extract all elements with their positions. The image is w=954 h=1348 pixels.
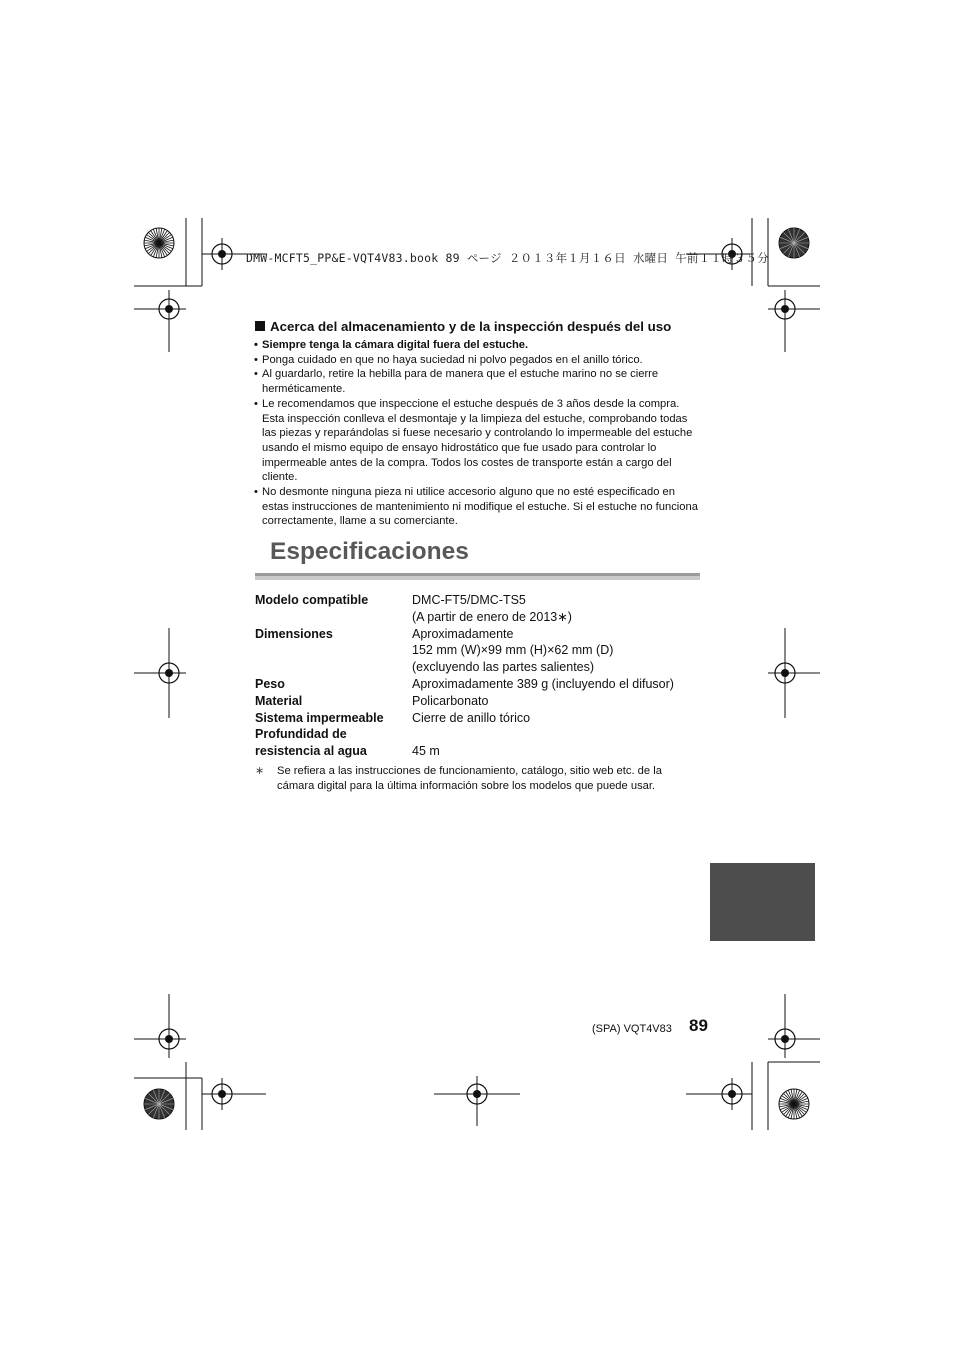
spec-value	[412, 693, 705, 710]
spec-label: resistencia al agua	[255, 744, 367, 759]
spec-value-line: 45 m	[412, 744, 440, 759]
bullet-icon: •	[254, 368, 258, 381]
spec-row	[255, 710, 705, 727]
spec-row	[255, 743, 705, 760]
bullet-icon: •	[254, 397, 258, 410]
spec-value-line: DMC-FT5/DMC-TS5	[412, 593, 526, 607]
spec-value	[412, 710, 705, 727]
spec-table	[255, 592, 705, 760]
spec-label: Dimensiones	[255, 626, 333, 641]
bullet-icon: •	[254, 353, 258, 366]
storage-heading-text: Acerca del almacenamiento y de la inspección después del uso	[270, 319, 672, 334]
spec-value-line: 152 mm (W)×99 mm (H)×62 mm (D)	[412, 643, 614, 658]
spec-value	[412, 743, 705, 760]
list-item	[254, 397, 700, 485]
spec-value	[412, 676, 705, 693]
list-item	[254, 338, 700, 353]
spec-row	[255, 693, 705, 710]
side-tab	[710, 863, 815, 941]
page-title: Especificaciones	[270, 538, 469, 565]
spec-value-line: Aproximadamente	[412, 626, 514, 641]
spec-label: Material	[255, 693, 303, 708]
spec-label: Modelo compatible	[255, 593, 369, 607]
page-number: 89	[689, 1016, 708, 1035]
spec-value	[412, 592, 705, 626]
spec-value-line: (excluyendo las partes salientes)	[412, 660, 595, 675]
file-info-header: DMW-MCFT5_PP&E-VQT4V83.book 89 ページ ２０１３年１月１６日 水曜日 午前１１時３５分	[246, 251, 769, 265]
list-item	[254, 485, 700, 529]
title-rule-shadow	[255, 576, 700, 580]
list-item	[254, 367, 700, 396]
spec-row	[255, 626, 705, 676]
bullet-icon: •	[254, 339, 258, 351]
footnote-text: Se refiera a las instrucciones de funcionamiento, catálogo, sitio web etc. de la cámara digital para la última información sobre los modelos que puede usar.	[277, 765, 662, 792]
square-bullet-icon	[255, 321, 265, 331]
bullet-text: Ponga cuidado en que no haya suciedad ni polvo pegados en el anillo tórico.	[262, 353, 643, 366]
spec-row	[255, 726, 705, 743]
spec-label: Profundidad de	[255, 727, 347, 742]
spec-value-line: Cierre de anillo tórico	[412, 710, 531, 725]
spec-label: Peso	[255, 676, 285, 691]
storage-bullet-list	[254, 338, 700, 529]
bullet-text: Al guardarlo, retire la hebilla para de manera que el estuche marino no se cierre herméticamente.	[262, 368, 659, 396]
bullet-text: Le recomendamos que inspeccione el estuche después de 3 años desde la compra. Esta inspección conlleva el desmontaje y la limpieza del estuche, comprobando todas las piezas y reparándolas si fuese necesario y controlando lo impermeable del estuche usando el mismo equipo de ensayo hidrostático que fue usado para controlar lo impermeable antes de la compra. Todos los costes de transporte están a cargo del cliente.	[262, 397, 693, 484]
bullet-icon: •	[254, 486, 258, 499]
bullet-text: Siempre tenga la cámara digital fuera del estuche.	[262, 339, 529, 351]
list-item	[254, 353, 700, 368]
spec-value-line: (A partir de enero de 2013∗)	[412, 609, 572, 624]
spec-row	[255, 592, 705, 626]
document-code: (SPA) VQT4V83	[592, 1023, 672, 1035]
storage-section-heading	[255, 319, 671, 334]
spec-value	[412, 726, 705, 743]
spec-label: Sistema impermeable	[255, 710, 384, 725]
spec-value-line: Aproximadamente 389 g (incluyendo el difusor)	[412, 676, 674, 691]
bullet-text: No desmonte ninguna pieza ni utilice accesorio alguno que no esté especificado en estas instrucciones de mantenimiento ni modifique el estuche. Si el estuche no funciona correctamente, llame a su comerciante.	[262, 486, 698, 528]
spec-value	[412, 626, 705, 676]
spec-row	[255, 676, 705, 693]
footnote-mark: ∗	[255, 765, 265, 777]
spec-value-line: Policarbonato	[412, 693, 489, 708]
footnote	[255, 764, 700, 793]
spec-value-line	[412, 726, 705, 743]
